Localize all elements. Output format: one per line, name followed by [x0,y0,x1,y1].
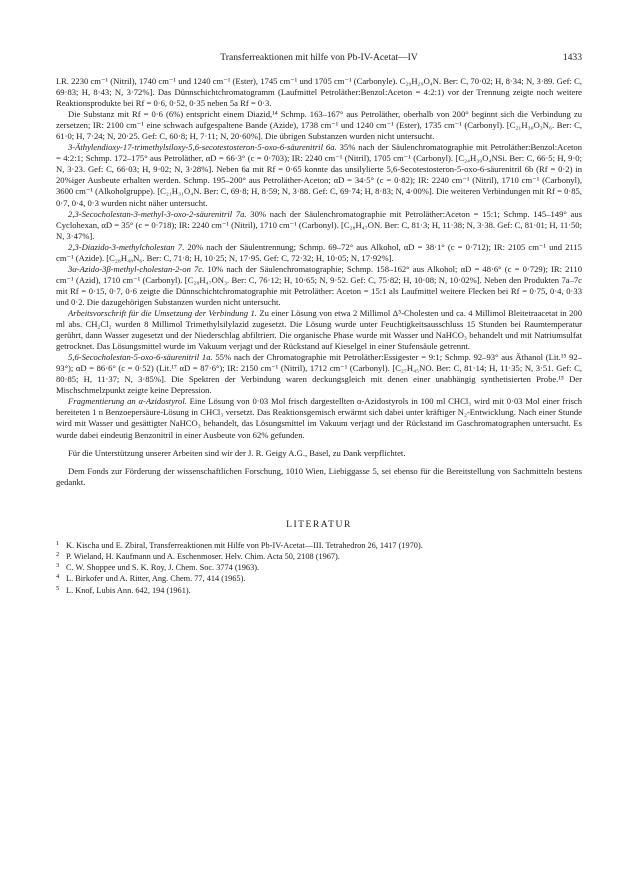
procedure-heading: Arbeitsvorschrift für die Umsetzung der Verbindung 1. [68,307,257,318]
paragraph-compound-7a [56,209,582,242]
reference-item [56,551,582,562]
reference-number: 1 [56,539,60,547]
reference-number: 2 [56,550,60,558]
compound-heading: 2,3-Secocholestan-3-methyl-3-oxo-2-säurenitril 7a. [68,208,247,219]
compound-heading: 5,6-Secocholestan-5-oxo-6-säurenitril 1a. [68,352,213,363]
paragraph-compound-6a [56,142,582,208]
compound-heading: 2,3-Diazido-3-methylcholestan 7 [68,241,183,252]
paragraph-diazid [56,109,582,142]
paragraph-arbeitsvorschrift [56,308,582,352]
compound-heading: 3-Äthylendioxy-17-trimethylsiloxy-5,6-secotestosteron-5-oxo-6-säurenitril 6a. [68,142,337,153]
acknowledgement-fonds [56,466,582,488]
paragraph-text: 10% nach der Säulenchromatographie; Schmp. 158–162° aus Alkohol; αD = 48·6° (c = 0·729); IR: 2110 cm⁻¹ (Azid), 1710 cm⁻¹ (Carbonyl). [C₂₈H₄₇ON₃. Ber: C, 76·12; H, 10·65; N, 9·52. Gef: C, 75·82; H, 10·08; N, 10·02%]. Neben den Produkten 7a–7c mit Rf = 0·15, 0·7, 0·6 zeigte die Dünnschichtchromatographie mit Petroläther: Aceton = 15:1 als Laufmittel weitere Flecken bei Rf = 0·75, 0·4, 0·33 und 0·2. Die dazugehörigen Substanzen wurden nicht untersucht. [56,263,583,307]
paragraph-text: 55% nach der Chromatographie mit Petroläther:Essigester = 9:1; Schmp. 92–93° aus Äthanol (Lit.¹⁵ 92–93°); αD = 86·6° (c = 0·52) (Lit.¹⁷ αD = 87·6°); IR: 2150 cm⁻¹ (Nitril), 1712 cm⁻¹ (Carbonyl). [C₂₇H₄₅NO. Ber: C, 81·14; H, 11·35; N, 3·51. Gef: C, 80·85; H, 11·37; N, 3·85%]. Die Spektren der Verbindung waren deckungsgleich mit denen einer unabhängig synthetisierten Probe.¹⁵ Der Mischschmelzpunkt zeigte keine Depression. [56,352,583,396]
running-title: Transferreaktionen mit hilfe von Pb-IV-Acetat—IV [220,52,418,63]
reference-item [56,540,582,551]
article-body [56,76,582,488]
paragraph-text: Dem Fonds zur Förderung der wissenschaftlichen Forschung, 1010 Wien, Liebiggasse 5, sei ebenso für die Bereitstellung von Sachmitteln bestens gedankt. [56,465,582,487]
journal-page [56,52,582,596]
paragraph-text: Eine Lösung von 0·03 Mol frisch dargestellten α-Azidostyrols in 100 ml CHCl₃ wird mit 0·03 Mol einer frisch bereiteten 1 n Benzoepersäure-Lösung in CHCl₃ versetzt. Das Reaktionsgemisch erwärmt sich dabei unter kräftiger N₂-Entwicklung. Nach einer Stunde wird mit Wasser und gesättigter NaHCO₃ behandelt, das Lösungsmittel im Vakuum verjagt und der Rückstand im Gaschromatographen untersucht. Es wurde dabei eindeutig Benzonitril in einer Ausbeute von 62% gefunden. [56,396,582,440]
reference-text: K. Kischa und E. Zbiral, Transferreaktionen mit Hilfe von Pb-IV-Acetat—III. Tetrahedron 26, 1417 (1970). [66,540,423,550]
paragraph-compound-7c [56,264,582,308]
running-header [56,52,582,66]
paragraph-fragmentierung [56,396,582,440]
paragraph-text: . 20% nach der Säulentrennung; Schmp. 69–72° aus Alkohol, αD = 38·1° (c = 0·712); IR: 2105 cm⁻¹ und 2115 cm⁻¹ (Azide). [C₂₈H₄₈N₆. Ber: C, 71·8; H, 10·25; N, 17·95. Gef: C, 72·32; H, 10·05; N, 17·92%]. [56,241,582,263]
references-heading: LITERATUR [286,518,352,530]
reference-item [56,562,582,573]
reference-text: C. W. Shoppee und S. K. Roy, J. Chem. Soc. 3774 (1963). [66,563,260,573]
reference-number: 4 [56,573,60,581]
acknowledgement-geigy [56,448,582,459]
paragraph-ir-data [56,76,582,109]
compound-heading: 3α-Azido-3β-methyl-cholestan-2-on 7c. [68,263,205,274]
paragraph-compound-1a [56,352,582,396]
reference-text: P. Wieland, H. Kaufmann und A. Eschenmoser. Helv. Chim. Acta 50, 2108 (1967). [66,551,340,561]
reference-text: L. Birkofer und A. Ritter, Ang. Chem. 77, 414 (1965). [66,574,246,584]
paragraph-text: 30% nach der Säulenchromatographie mit Petroläther:Aceton = 15:1; Schmp. 145–149° aus Cyclohexan, αD = 35° (c = 0·718); IR: 2240 cm⁻¹ (Nitril), 1710 cm⁻¹ (Carbonyl). [C₂₈H₄₇ON. Ber: C, 81·3; H, 11·38; N, 3·38. Gef: C, 81·01; H, 11·50; N, 3·47%]. [56,208,582,241]
paragraph-text: I.R. 2230 cm⁻¹ (Nitril), 1740 cm⁻¹ und 1240 cm⁻¹ (Ester), 1745 cm⁻¹ und 1705 cm⁻¹ (Carbonyle). C₂₉H₂₉O₄N. Ber: C, 70·02; H, 8·34; N, 3·89. Gef: C, 69·83; H, 8·43; N, 3·72%]. Das Dünnschichtchromatogramm (Laufmittel Petroläther:Benzol:Aceton = 4:2:1) vor der Trennung zeigte noch weitere Reaktionsprodukte bei Rf = 0·6, 0·52, 0·35 neben 5a Rf = 0·3. [56,76,582,109]
paragraph-text: 35% nach der Säulenchromatographie mit Petroläther:Benzol:Aceton = 4:2:1; Schmp. 172–175° aus Petroläther, αD = 66·3° (c = 0·703); IR: 2240 cm⁻¹ (Nitril), 1705 cm⁻¹ (Carbonyl). [C₂₄H₃₉O₄NSi. Ber: C, 66·5; H, 9·0; N, 3·23. Gef: C, 66·03; H, 9·02; N, 3·28%]. Neben 6a mit Rf = 0·65 konnte das unsilylierte 5,6-Secotestosteron-5-oxo-6-säurenitril 6b (Rf = 0·2) in 20%iger Ausbeute erhalten werden. Schmp. 195–200° aus Petroläther-Aceton; αD = 34·5° (c = 0·82); IR: 2240 cm⁻¹ (Nitril), 1710 cm⁻¹ (Carbonyl), 3600 cm⁻¹ (Alkoholgruppe). [C₂₁H₃₁O₄N. Ber: C, 69·8; H, 8·59; N, 3·88. Gef: C, 69·74; H, 8·83; N, 4·00%]. Die weiteren Verbindungen mit Rf = 0·85, 0·7, 0·4, 0·3 wurden nicht näher untersucht. [56,142,582,208]
paragraph-text: Für die Unterstützung unserer Arbeiten sind wir der J. R. Geigy A.G., Basel, zu Dank verpflichtet. [68,447,406,458]
paragraph-text: Zu einer Lösung von etwa 2 Millimol Δ⁵-Cholesten und ca. 4 Millimol Bleitetraacetat in 200 ml abs. CH₂Cl₂ wurden 8 Millimol Trimethylsilylazid zugesetzt. Die Lösung wurde unter Feuchtigkeitsausschluss 15 Stunden bei Raumtemperatur gerührt, dann Wasser zugesetzt und der Niederschlag abfiltriert. Die organische Phase wurde mit Wasser und NaHCO₃ behandelt und mit Natriumsulfat getrocknet. Das Lösungsmittel wurde im Vakuum verjagt und der Rückstand auf Kieselgel in einer Stufensäule getrennt. [56,307,582,352]
paragraph-compound-7b [56,242,582,264]
reference-item [56,585,582,596]
reference-number: 5 [56,584,60,592]
reference-text: L. Knof, Lubis Ann. 642, 194 (1961). [66,585,191,595]
reference-item [56,573,582,584]
reference-number: 3 [56,562,60,570]
page-number: 1433 [562,52,582,63]
paragraph-text: Die Substanz mit Rf = 0·6 (6%) entspricht einem Diazid,¹⁴ Schmp. 163–167° aus Petroläther, oberhalb von 200° beginnt sich die Verbindung zu zersetzen; IR: 2100 cm⁻¹ eine schwach aufgespaltene Bande (Azide), 1738 cm⁻¹ und 1240 cm⁻¹ (Ester), 1735 cm⁻¹ (Carbonyl). [C₂₁H₃₀O₃N₆. Ber: C, 61·0; H, 7·24; N, 20·25. Gef: C, 60·8; H, 7·11; N, 20·60%]. Die übrigen Substanzen wurden nicht untersucht. [56,109,582,142]
procedure-heading: Fragmentierung an α-Azidostyrol. [68,396,187,407]
reference-list [56,540,582,596]
